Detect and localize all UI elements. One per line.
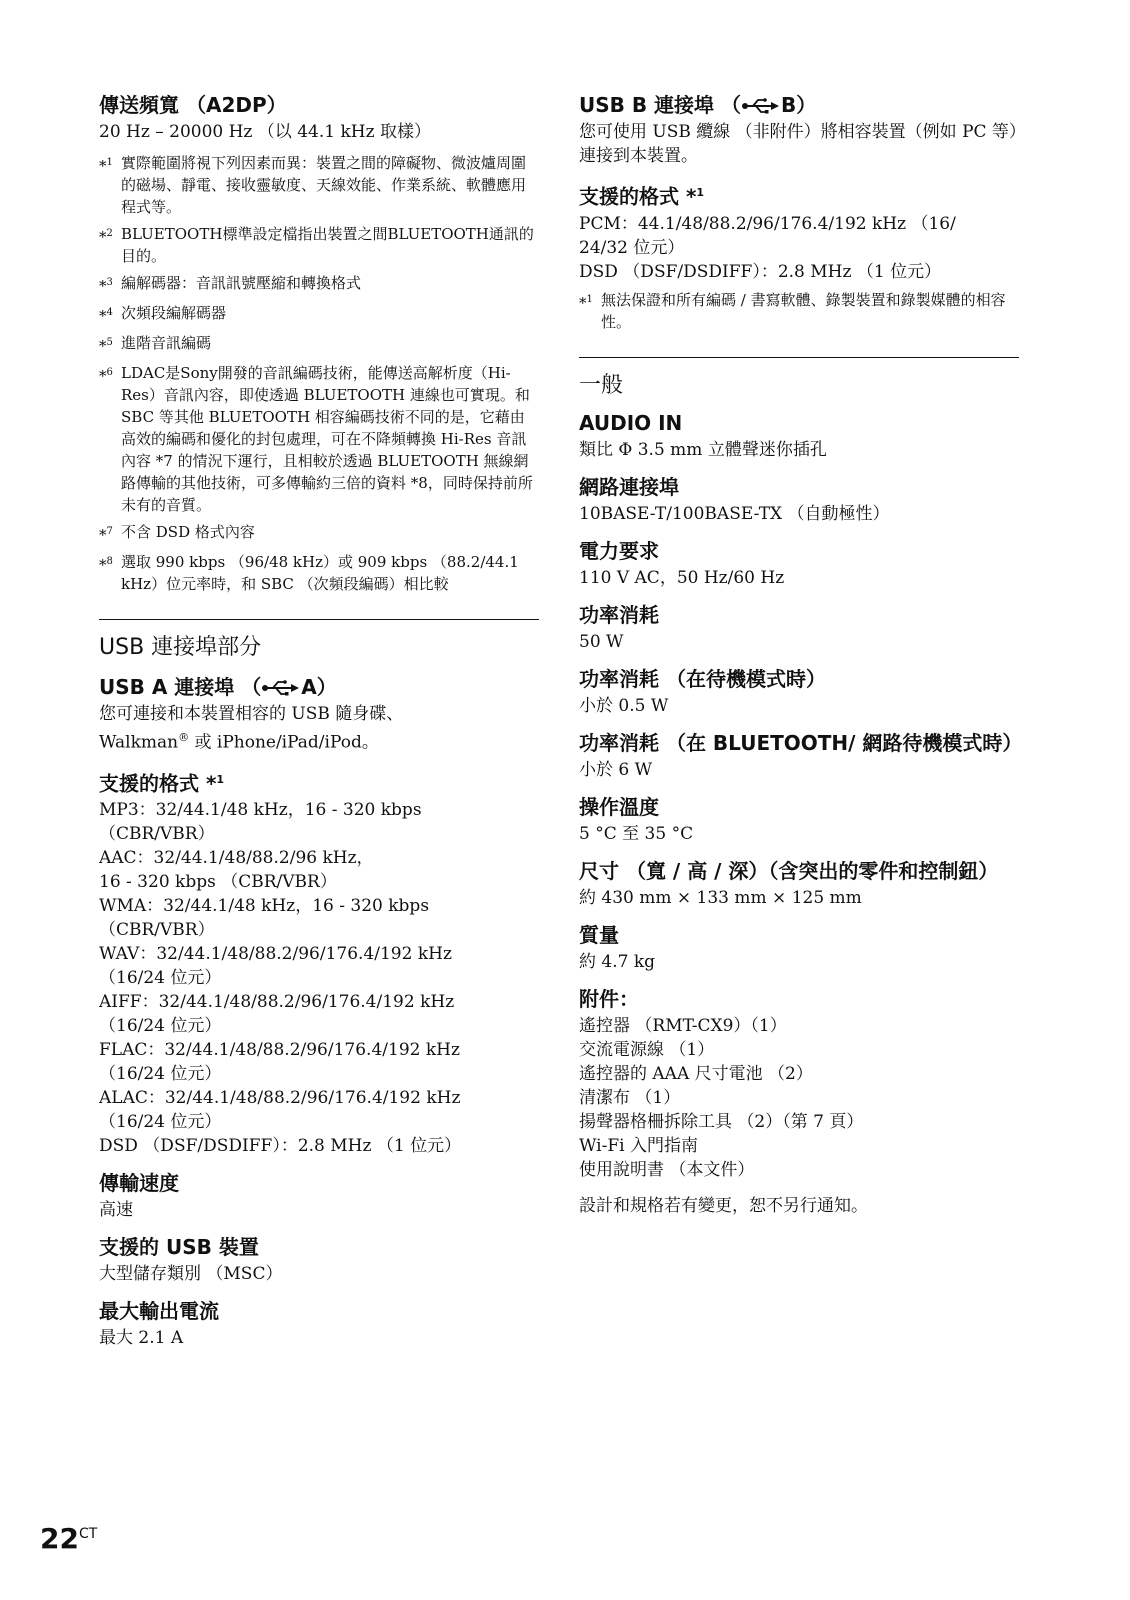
accessory-item: 遙控器的 AAA 尺寸電池 （2） [579,1063,813,1084]
spec-heading: 操作溫度 [579,794,659,819]
transfer-speed-heading: 傳輸速度 [99,1171,179,1196]
footnote-text: 進階音訊編碼 [121,334,212,352]
format-line: 24/32 位元） [579,237,685,258]
accessory-item: Wi-Fi 入門指南 [579,1135,698,1156]
transfer-speed-value: 高速 [99,1200,133,1221]
usb-a-description: 您可連接和本裝置相容的 USB 隨身碟、 Walkman® 或 iPhone/iPad/iPod。 [99,704,404,753]
usb-section-title: USB 連接埠部分 [99,635,262,660]
spec-value: 10BASE-T/100BASE-TX （自動極性） [579,503,890,524]
format-line: （16/24 位元） [99,1064,222,1085]
format-line: AIFF：32/44.1/48/88.2/96/176.4/192 kHz [99,992,455,1013]
spec-heading: 尺寸 （寬 / 高 / 深）（含突出的零件和控制鈕） [579,858,999,883]
footnote-item: *$^5$ 進階音訊編碼 [99,332,539,357]
format-line: PCM：44.1/48/88.2/96/176.4/192 kHz （16/ [579,213,956,234]
general-spec-list [579,410,1023,974]
spec-value: 小於 6 W [579,759,653,780]
format-line: WAV：32/44.1/48/88.2/96/176.4/192 kHz [99,944,452,965]
footnote-item: *$^7$ 不含 DSD 格式內容 [99,521,539,546]
format-line: （16/24 位元） [99,968,222,989]
footnote-item: *$^6$ LDAC是Sony開發的音訊編碼技術，能傳送高解析度（Hi-Res）音訊內容，即使透過 BLUETOOTH 連線也可實現。和 SBC 等其他 BLUETOOTH 相容編碼技術不同的是，它藉由高效的編碼和優化的封包處理，可在不降頻轉換 Hi-Res 音訊內容 *7 的情況下運行，且相較於透過 BLUETOOTH 無線網路傳輸的其他技術，可多傳輸約三倍的資料 *8，同時保持前所未有的音質。 [99,362,539,516]
supported-devices-heading: 支援的 USB 裝置 [99,1235,259,1260]
footnote-item: *$^8$ 選取 990 kbps （96/48 kHz）或 909 kbps （88.2/44.1 kHz）位元率時，和 SBC （次頻段編碼）相比較 [99,551,539,595]
spec-value: 約 4.7 kg [579,951,656,972]
footnote-item: *$^1$ 實際範圍將視下列因素而異：裝置之間的障礙物、微波爐周圍的磁場、靜電、接收靈敏度、天線效能、作業系統、軟體應用程式等。 [99,152,539,218]
accessory-item: 遙控器 （RMT-CX9）（1） [579,1015,787,1036]
format-line: DSD （DSF/DSDIFF）：2.8 MHz （1 位元） [579,261,942,282]
footnote-text: 選取 990 kbps （96/48 kHz）或 909 kbps （88.2/44.1 kHz）位元率時，和 SBC （次頻段編碼）相比較 [121,553,519,593]
format-line: ALAC：32/44.1/48/88.2/96/176.4/192 kHz [99,1088,461,1109]
section-divider [579,357,1019,358]
max-current-value: 最大 2.1 A [99,1328,184,1349]
usb-a-heading: USB A 連接埠 （ A） [99,675,337,699]
accessory-item: 使用說明書 （本文件） [579,1159,755,1180]
section-divider [99,619,539,620]
footnote-text: 次頻段編解碼器 [121,304,227,322]
spec-value: 類比 Φ 3.5 mm 立體聲迷你插孔 [579,439,827,460]
spec-heading: 功率消耗 （在 BLUETOOTH/ 網路待機模式時） [579,730,1023,755]
right-column [579,92,1023,1218]
general-section-title: 一般 [579,372,624,398]
format-line: FLAC：32/44.1/48/88.2/96/176.4/192 kHz [99,1040,460,1061]
a2dp-heading: 傳送頻寬 （A2DP） [99,93,287,117]
footnote-text: 編解碼器：音訊訊號壓縮和轉換格式 [121,274,362,292]
footnote-item: *$^2$ BLUETOOTH標準設定檔指出裝置之間BLUETOOTH通訊的目的。 [99,223,539,267]
spec-heading: 功率消耗 [579,602,659,627]
accessory-item: 清潔布 （1） [579,1087,681,1108]
usb-a-format-list [99,798,539,1158]
footnote-text: 無法保證和所有編碼 / 書寫軟體、錄製裝置和錄製媒體的相容性。 [601,290,1006,331]
supported-devices-value: 大型儲存類別 （MSC） [99,1264,283,1285]
max-current-heading: 最大輸出電流 [99,1299,219,1324]
usb-b-description: 您可使用 USB 纜線 （非附件）將相容裝置（例如 PC 等）連接到本裝置。 [579,122,1018,166]
accessories-list [579,1014,1019,1182]
format-line: 16 - 320 kbps （CBR/VBR） [99,872,337,893]
usb-b-heading: USB B 連接埠 （ B） [579,93,817,117]
usb-b-formats-heading: 支援的格式 *$^1$ [579,184,705,209]
page-number: $22^{CT}$ [40,1522,98,1555]
spec-value: 50 W [579,631,624,652]
usb-trident-icon [261,680,301,696]
change-notice: 設計和規格若有變更，恕不另行通知。 [579,1195,868,1216]
accessories-heading: 附件： [579,986,639,1011]
footnote-item: *$^4$ 次頻段編解碼器 [99,302,539,327]
format-line: MP3：32/44.1/48 kHz，16 - 320 kbps [99,800,422,821]
footnote-text: LDAC是Sony開發的音訊編碼技術，能傳送高解析度（Hi-Res）音訊內容，即使透過 BLUETOOTH 連線也可實現。和 SBC 等其他 BLUETOOTH 相容編碼技術不同的是，它藉由高效的編碼和優化的封包處理，可在不降頻轉換 Hi-Res 音訊內容 *7 的情況下運行，且相較於透過 BLUETOOTH 無線網路傳輸的其他技術，可多傳輸約三倍的資料 *8，同時保持前所未有的音質。 [121,364,533,514]
format-line: WMA：32/44.1/48 kHz，16 - 320 kbps [99,896,430,917]
footnote-item: *$^1$ 無法保證和所有編碼 / 書寫軟體、錄製裝置和錄製媒體的相容性。 [579,289,1019,333]
format-line: （16/24 位元） [99,1112,222,1133]
format-line: （16/24 位元） [99,1016,222,1037]
spec-value: 小於 0.5 W [579,695,669,716]
footnote-list [99,152,539,595]
footnote-item: *$^3$ 編解碼器：音訊訊號壓縮和轉換格式 [99,272,539,297]
spec-value: 110 V AC，50 Hz/60 Hz [579,567,785,588]
spec-value: 5 °C 至 35 °C [579,823,694,844]
format-line: （CBR/VBR） [99,920,215,941]
spec-heading: 電力要求 [579,538,659,563]
usb-trident-icon [741,98,781,114]
format-line: AAC：32/44.1/48/88.2/96 kHz， [99,848,374,869]
footnote-text: 不含 DSD 格式內容 [121,523,255,541]
format-line: DSD （DSF/DSDIFF）：2.8 MHz （1 位元） [99,1136,462,1157]
usb-b-format-list [579,212,1019,284]
spec-value: 約 430 mm × 133 mm × 125 mm [579,887,862,908]
footnote-text: 實際範圍將視下列因素而異：裝置之間的障礙物、微波爐周圍的磁場、靜電、接收靈敏度、天線效能、作業系統、軟體應用程式等。 [121,154,527,216]
spec-heading: AUDIO IN [579,410,683,435]
spec-heading: 功率消耗 （在待機模式時） [579,666,826,691]
left-column [99,92,539,1350]
a2dp-value: 20 Hz – 20000 Hz （以 44.1 kHz 取樣） [99,122,431,142]
accessory-item: 揚聲器格柵拆除工具 （2）（第 7 頁） [579,1111,864,1132]
accessory-item: 交流電源線 （1） [579,1039,715,1060]
spec-heading: 網路連接埠 [579,474,679,499]
usb-a-formats-heading: 支援的格式 *$^1$ [99,771,225,796]
footnote-text: BLUETOOTH標準設定檔指出裝置之間BLUETOOTH通訊的目的。 [121,225,534,265]
spec-heading: 質量 [579,922,619,947]
format-line: （CBR/VBR） [99,824,215,845]
